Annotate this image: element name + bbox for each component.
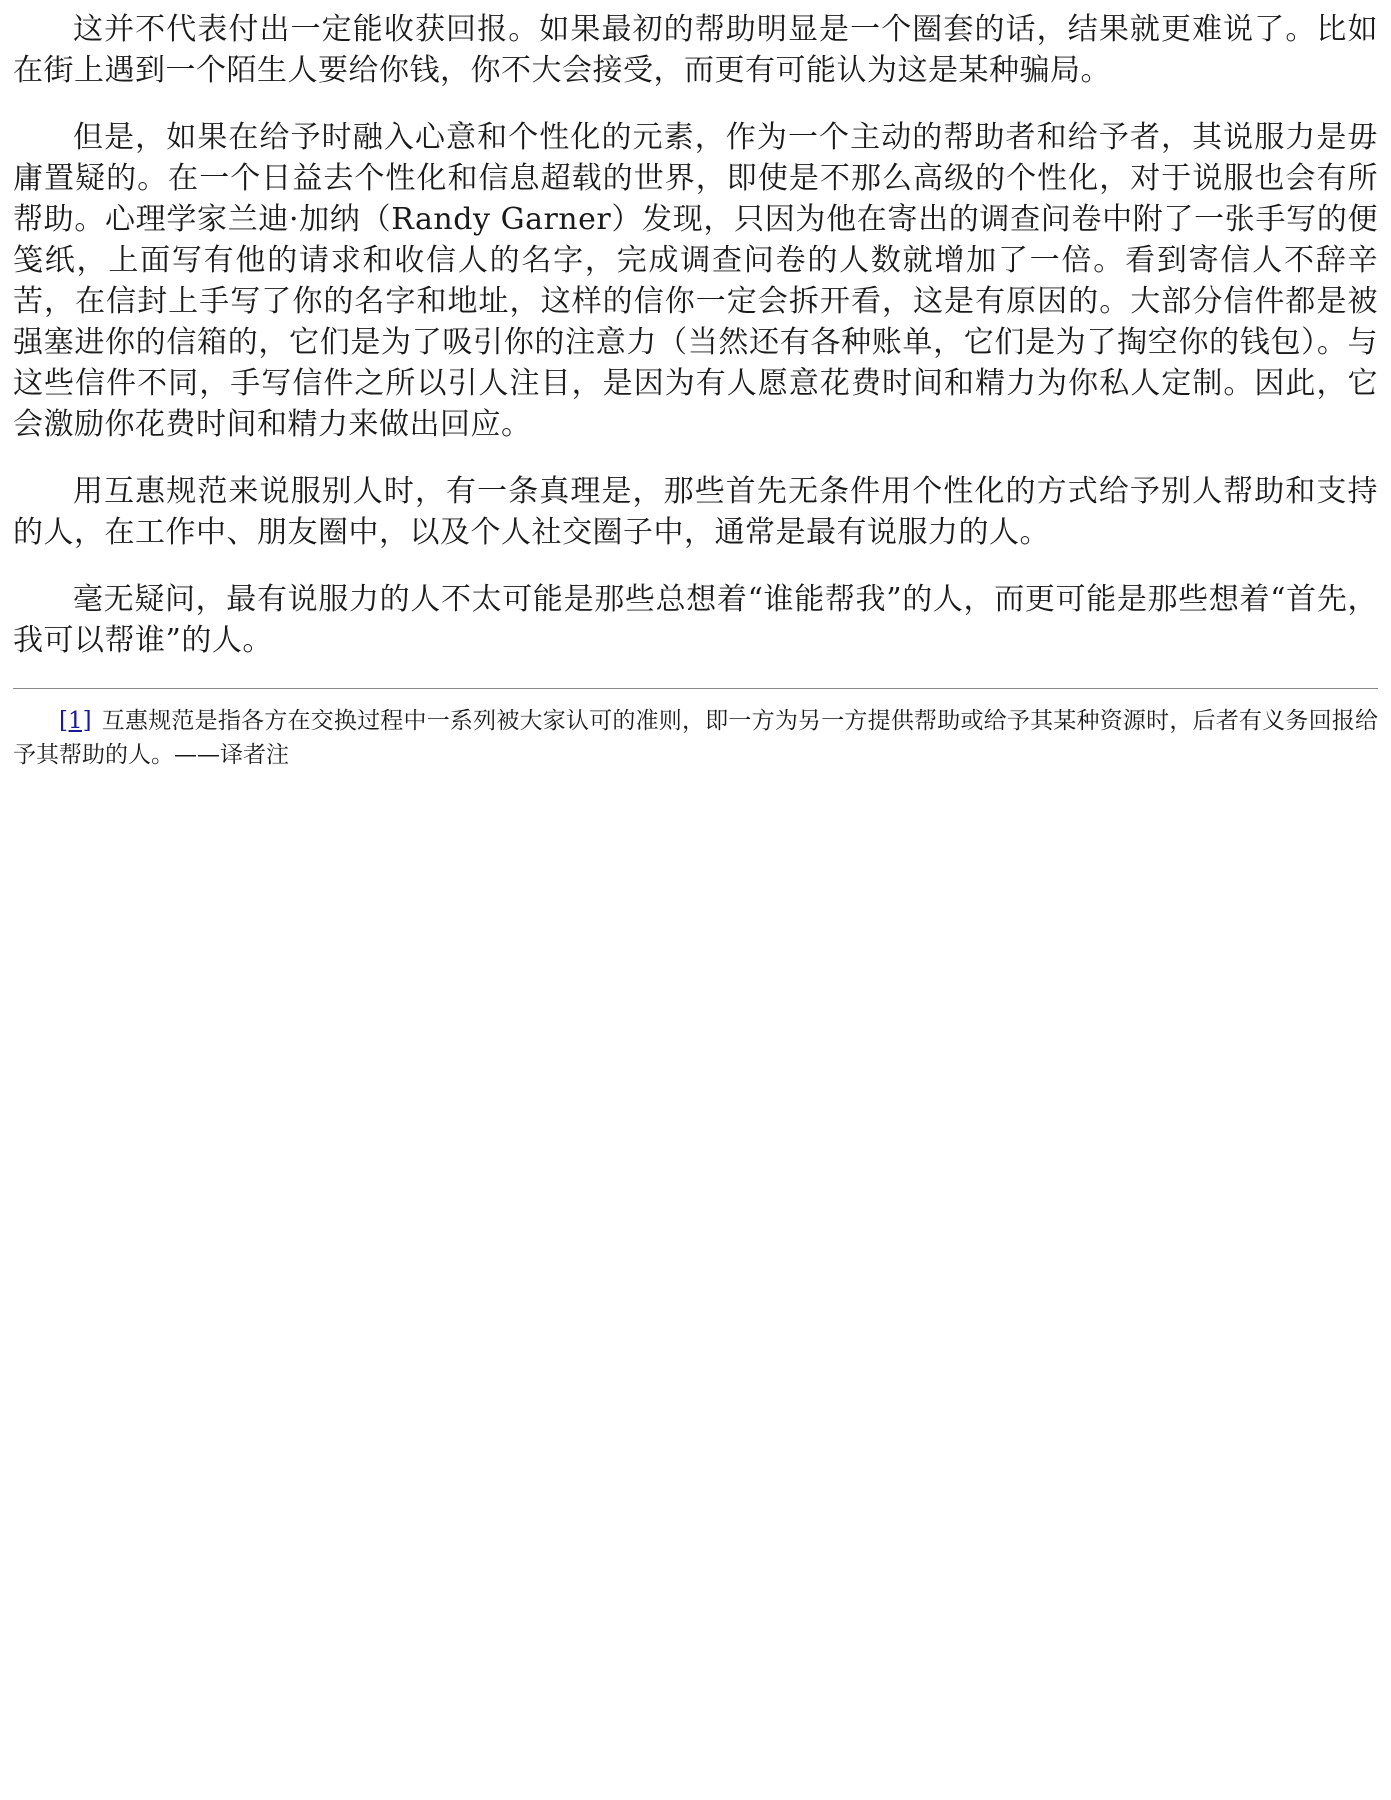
footnote — [13, 704, 1378, 772]
footnote-ref-link[interactable]: [1] — [59, 708, 92, 734]
body-paragraph-4: 毫无疑问，最有说服力的人不太可能是那些总想着“谁能帮我”的人，而更可能是那些想着“首先，我可以帮谁”的人。 — [13, 582, 1378, 658]
body-paragraph-2: 但是，如果在给予时融入心意和个性化的元素，作为一个主动的帮助者和给予者，其说服力是毋庸置疑的。在一个日益去个性化和信息超载的世界，即使是不那么高级的个性化，对于说服也会有所帮助。心理学家兰迪·加纳（Randy Garner）发现，只因为他在寄出的调查问卷中附了一张手写的便笺纸，上面写有他的请求和收信人的名字，完成调查问卷的人数就增加了一倍。看到寄信人不辞辛苦，在信封上手写了你的名字和地址，这样的信你一定会拆开看，这是有原因的。大部分信件都是被强塞进你的信箱的，它们是为了吸引你的注意力（当然还有各种账单，它们是为了掏空你的钱包）。与这些信件不同，手写信件之所以引人注目，是因为有人愿意花费时间和精力为你私人定制。因此，它会激励你花费时间和精力来做出回应。 — [13, 120, 1378, 442]
footnote-divider — [13, 688, 1378, 689]
body-paragraph-1: 这并不代表付出一定能收获回报。如果最初的帮助明显是一个圈套的话，结果就更难说了。比如在街上遇到一个陌生人要给你钱，你不大会接受，而更有可能认为这是某种骗局。 — [13, 12, 1378, 88]
footnote-text: 互惠规范是指各方在交换过程中一系列被大家认可的准则，即一方为另一方提供帮助或给予其某种资源时，后者有义务回报给予其帮助的人。——译者注 — [13, 708, 1378, 768]
document-page — [13, 0, 1378, 772]
body-paragraph-3: 用互惠规范来说服别人时，有一条真理是，那些首先无条件用个性化的方式给予别人帮助和支持的人，在工作中、朋友圈中，以及个人社交圈子中，通常是最有说服力的人。 — [13, 474, 1378, 550]
